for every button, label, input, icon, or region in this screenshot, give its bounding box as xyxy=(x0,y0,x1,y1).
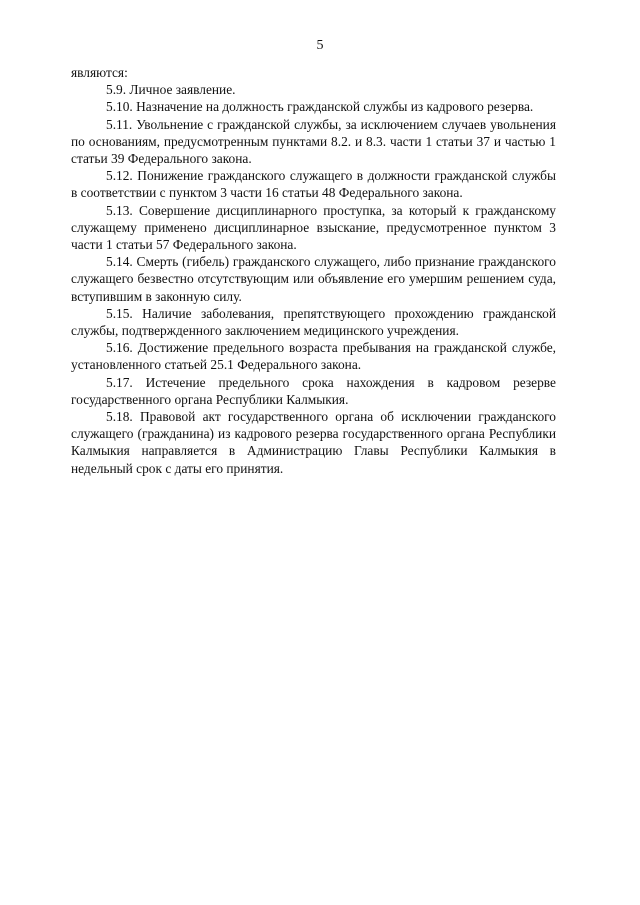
paragraph-5-17: 5.17. Истечение предельного срока нахождения в кадровом резерве государственного органа Республики Калмыкия. xyxy=(71,374,556,407)
paragraph-5-18: 5.18. Правовой акт государственного органа об исключении гражданского служащего (гражданина) из кадрового резерва государственного органа Республики Калмыкия направляется в Администрацию Главы Республики Калмыкия в недельный срок с даты его принятия. xyxy=(71,409,556,476)
paragraph-5-15: 5.15. Наличие заболевания, препятствующего прохождению гражданской службы, подтвержденного заключением медицинского учреждения. xyxy=(71,305,556,339)
paragraph-5-11: 5.11. Увольнение с гражданской службы, за исключением случаев увольнения по основаниям, предусмотренным пунктами 8.2. и 8.3. части 1 статьи 37 и частью 1 статьи 39 Федерального закона. xyxy=(71,116,556,167)
paragraph-5-14: 5.14. Смерть (гибель) гражданского служащего, либо признание гражданского служащего безвестно отсутствующим или объявление его умершим решением суда, вступившим в законную силу. xyxy=(71,254,556,304)
paragraph-5-16: 5.16. Достижение предельного возраста пребывания на гражданской службе, установленного статьей 25.1 Федерального закона. xyxy=(71,340,556,373)
paragraph-5-12: 5.12. Понижение гражданского служащего в должности гражданской службы в соответствии с пунктом 3 части 16 статьи 48 Федерального закона. xyxy=(71,168,556,201)
paragraph-continuation: являются: xyxy=(71,65,128,80)
page-number: 5 xyxy=(316,38,324,53)
paragraph-5-13: 5.13. Совершение дисциплинарного проступка, за который к гражданскому служащему применено дисциплинарное взыскание, предусмотренное пунктом 3 части 1 статьи 57 Федерального закона. xyxy=(71,202,556,253)
paragraph-5-9: 5.9. Личное заявление. xyxy=(106,82,236,98)
document-body xyxy=(71,64,556,477)
paragraph-5-10: 5.10. Назначение на должность гражданской службы из кадрового резерва. xyxy=(106,99,534,115)
